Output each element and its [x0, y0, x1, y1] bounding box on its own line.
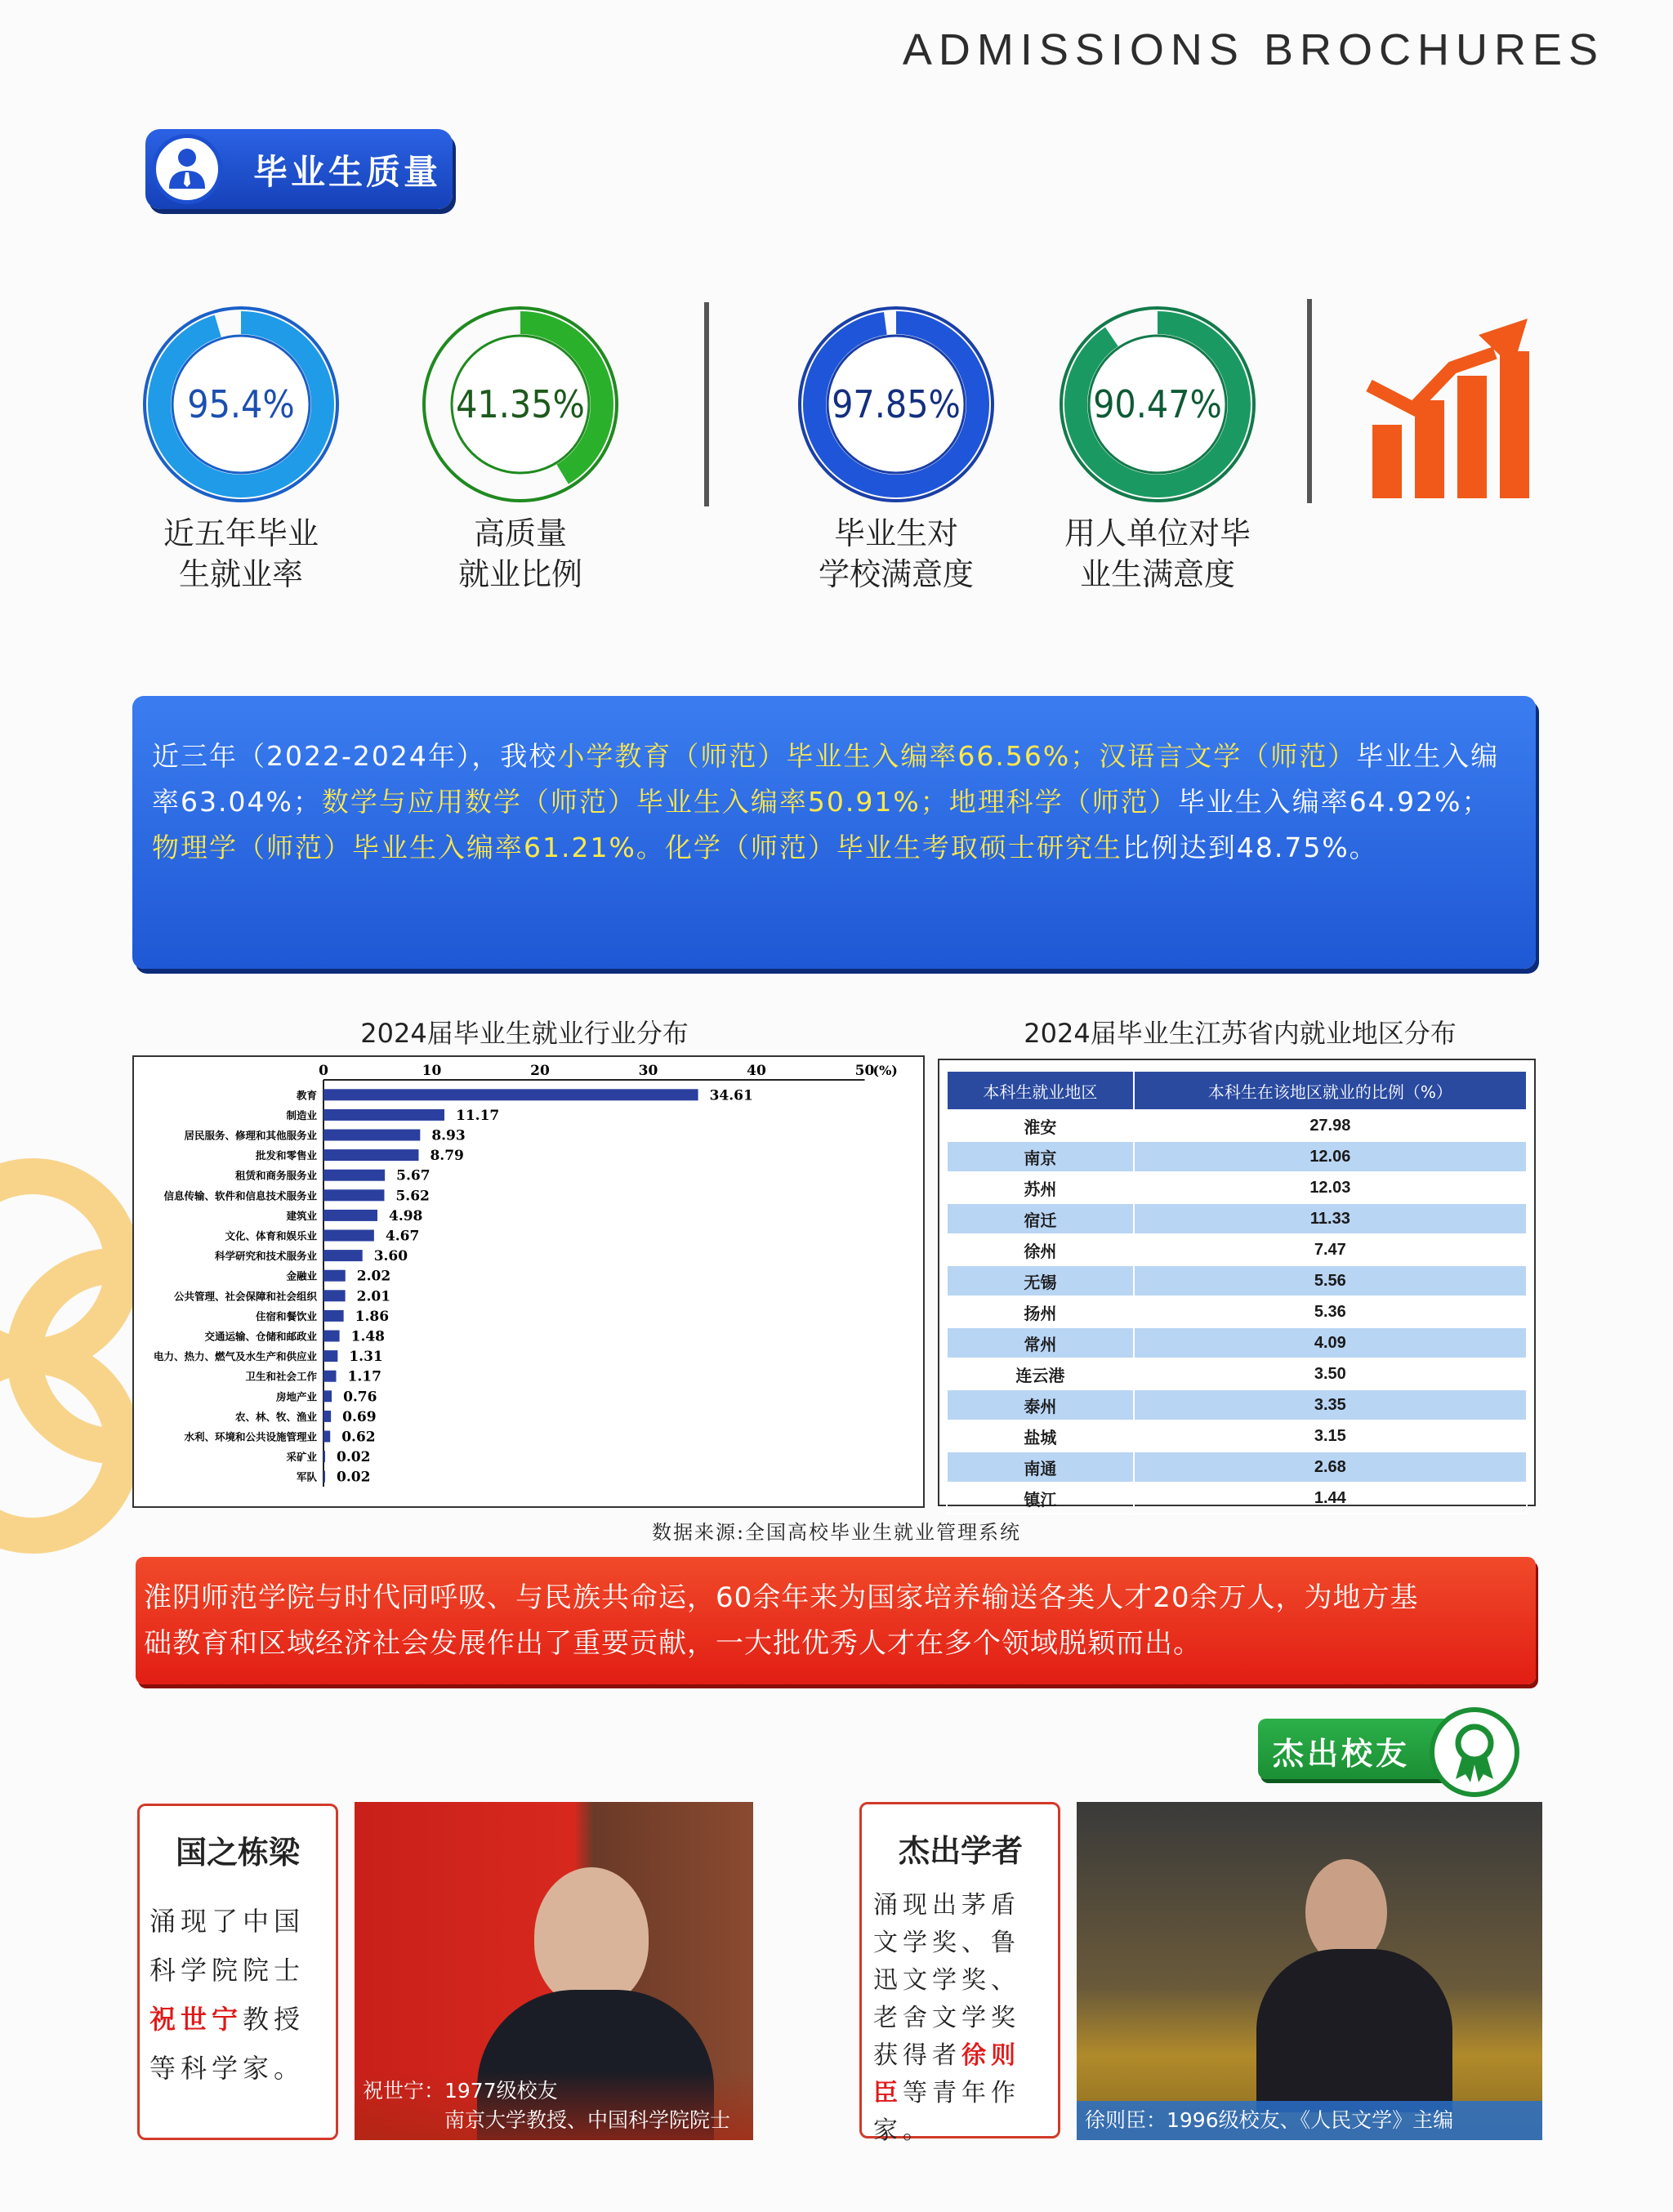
value-label: 1.48: [350, 1328, 386, 1345]
percentage-cell: 4.09: [1134, 1327, 1527, 1358]
alumni-photo-xu: [1077, 1802, 1542, 2140]
category-label: 租赁和商务服务业: [234, 1169, 317, 1182]
value-label: 2.02: [356, 1268, 391, 1285]
x-tick-label: 40: [747, 1063, 766, 1079]
category-label: 批发和零售业: [255, 1149, 317, 1162]
x-tick-label: 30: [638, 1063, 658, 1079]
bar: [323, 1310, 344, 1322]
bar: [323, 1250, 363, 1261]
percentage-cell: 3.35: [1134, 1389, 1527, 1420]
divider: [704, 302, 709, 506]
x-tick-label: 10: [422, 1063, 442, 1079]
category-label: 居民服务、修理和其他服务业: [184, 1129, 317, 1142]
bar: [323, 1130, 420, 1141]
value-label: 34.61: [709, 1087, 753, 1104]
category-label: 卫生和社会工作: [245, 1370, 317, 1383]
region-cell: 无锡: [947, 1265, 1134, 1296]
value-label: 4.67: [385, 1228, 420, 1245]
value-label: 1.86: [355, 1308, 390, 1325]
alumni-card-scholars: [859, 1802, 1060, 2145]
bar: [323, 1089, 698, 1100]
stat-ring-student-satisfaction: [794, 302, 998, 506]
region-table-title: 2024届毕业生江苏省内就业地区分布: [1024, 1018, 1457, 1049]
table-row: [947, 1327, 1527, 1358]
column-header: 本科生就业地区: [947, 1071, 1134, 1110]
category-label: 采矿业: [286, 1451, 317, 1464]
intro-line: 淮阴师范学院与时代同呼吸、与民族共命运，60余年来为国家培养输送各类人才20余万人，为地方基: [144, 1581, 1419, 1614]
bar-chart-up-arrow-icon: [1364, 310, 1536, 498]
table-row: [947, 1203, 1527, 1234]
x-axis-unit: (%): [872, 1063, 898, 1078]
bar: [323, 1431, 330, 1443]
industry-chart-title: 2024届毕业生就业行业分布: [360, 1018, 689, 1049]
bar: [323, 1471, 325, 1483]
photo-caption: 徐则臣：1996级校友、《人民文学》主编: [1077, 2101, 1542, 2140]
bar: [323, 1331, 340, 1342]
percentage-cell: 12.03: [1134, 1172, 1527, 1203]
bar: [323, 1411, 331, 1422]
percentage-cell: 3.15: [1134, 1420, 1527, 1452]
value-label: 5.67: [396, 1167, 431, 1184]
alumni-badge-label: 杰出校友: [1273, 1736, 1411, 1772]
value-label: 2.01: [356, 1288, 391, 1305]
section-title: 毕业生质量: [253, 152, 442, 192]
category-label: 公共管理、社会保障和社会组织: [173, 1290, 317, 1303]
stat-value: 90.47%: [1093, 382, 1222, 426]
table-row: [947, 1452, 1527, 1483]
table-row: [947, 1389, 1527, 1420]
stat-caption: 高质量 就业比例: [457, 515, 582, 592]
percentage-cell: 5.56: [1134, 1265, 1527, 1296]
region-cell: 常州: [947, 1327, 1134, 1358]
bar: [323, 1170, 385, 1181]
value-label: 0.02: [337, 1449, 371, 1466]
x-tick-label: 20: [530, 1063, 550, 1079]
region-cell: 扬州: [947, 1296, 1134, 1327]
percentage-cell: 7.47: [1134, 1234, 1527, 1265]
percentage-cell: 1.44: [1134, 1483, 1527, 1514]
school-intro-panel: [136, 1557, 1536, 1684]
value-label: 0.62: [341, 1429, 376, 1446]
stat-value: 95.4%: [187, 382, 295, 426]
percentage-cell: 11.33: [1134, 1203, 1527, 1234]
person-icon: [152, 134, 222, 204]
stat-value: 97.85%: [832, 382, 961, 426]
stat-ring-employment: [139, 302, 343, 506]
category-label: 金融业: [286, 1269, 317, 1282]
percentage-cell: 3.50: [1134, 1358, 1527, 1389]
stat-value: 41.35%: [456, 382, 585, 426]
region-cell: 徐州: [947, 1234, 1134, 1265]
stat-caption: 用人单位对毕 业生满意度: [1064, 515, 1251, 592]
bar: [323, 1451, 325, 1462]
percentage-cell: 2.68: [1134, 1452, 1527, 1483]
value-label: 1.31: [349, 1349, 383, 1366]
alumni-photo-zhu: [355, 1802, 753, 2140]
stat-caption: 近五年毕业 生就业率: [163, 515, 319, 592]
table-row: [947, 1296, 1527, 1327]
region-table-frame: [938, 1059, 1536, 1510]
section-header-badge: [145, 129, 453, 209]
alumni-card-scientists: [137, 1804, 338, 2140]
value-label: 3.60: [373, 1248, 408, 1265]
region-cell: 宿迁: [947, 1203, 1134, 1234]
value-label: 1.17: [347, 1368, 381, 1385]
bar: [323, 1350, 337, 1362]
percentage-cell: 27.98: [1134, 1110, 1527, 1141]
table-row: [947, 1110, 1527, 1141]
value-label: 8.93: [431, 1127, 466, 1144]
value-label: 4.98: [388, 1207, 423, 1224]
intro-line: 础教育和区域经济社会发展作出了重要贡献，一大批优秀人才在多个领域脱颖而出。: [144, 1627, 1202, 1660]
divider: [1307, 299, 1312, 503]
award-ribbon-icon: [1430, 1707, 1519, 1797]
stat-caption: 毕业生对 学校满意度: [818, 515, 974, 592]
stat-ring-high-quality: [418, 302, 622, 506]
x-tick-label: 50: [854, 1063, 875, 1079]
region-cell: 南通: [947, 1452, 1134, 1483]
value-label: 0.69: [342, 1408, 377, 1425]
table-row: [947, 1358, 1527, 1389]
table-row: [947, 1483, 1527, 1514]
bar: [323, 1390, 332, 1402]
table-row: [947, 1234, 1527, 1265]
person-photo-placeholder: [534, 1867, 649, 2006]
bar: [323, 1230, 374, 1242]
table-row: [947, 1420, 1527, 1452]
table-row: [947, 1141, 1527, 1172]
category-label: 水利、环境和公共设施管理业: [184, 1430, 317, 1443]
bar: [323, 1290, 346, 1301]
brochure-title: ADMISSIONS BROCHURES: [902, 25, 1604, 74]
bar: [323, 1210, 377, 1221]
region-cell: 淮安: [947, 1110, 1134, 1141]
bar: [323, 1189, 384, 1201]
bar: [323, 1371, 337, 1382]
category-label: 军队: [296, 1470, 317, 1483]
person-body-placeholder: [1256, 1949, 1452, 2112]
value-label: 0.76: [343, 1389, 377, 1406]
category-label: 建筑业: [286, 1209, 317, 1222]
region-cell: 盐城: [947, 1420, 1134, 1452]
value-label: 5.62: [395, 1188, 430, 1205]
card-body: 涌现出茅盾文学奖、鲁迅文学奖、老舍文学奖获得者徐则臣等青年作家。: [873, 1891, 1020, 2145]
table-row: [947, 1265, 1527, 1296]
table-row: [947, 1172, 1527, 1203]
category-label: 文化、体育和娱乐业: [225, 1229, 317, 1242]
alumni-section-badge: [1258, 1707, 1528, 1789]
value-label: 11.17: [456, 1107, 500, 1124]
industry-bar-chart: [134, 1057, 923, 1506]
percentage-cell: 12.06: [1134, 1141, 1527, 1172]
stat-ring-employer-satisfaction: [1055, 302, 1260, 506]
region-cell: 泰州: [947, 1389, 1134, 1420]
region-cell: 镇江: [947, 1483, 1134, 1514]
region-table: [946, 1070, 1528, 1514]
admission-rate-panel: 近三年（2022-2024年），我校小学教育（师范）毕业生入编率66.56%；汉语言文学（师范）毕业生入编率63.04%；数学与应用数学（师范）毕业生入编率50.91%；地理科学（师范）毕业生入编率64.92%；物理学（师范）毕业生入编率61.21%。化学（师范）毕业生考取硕士研究生比例达到48.75%。: [132, 696, 1536, 969]
value-label: 8.79: [430, 1148, 464, 1165]
card-body: 涌现了中国科学院院士祝世宁教授等科学家。: [149, 1906, 306, 2084]
value-label: 0.02: [337, 1469, 371, 1486]
percentage-cell: 5.36: [1134, 1296, 1527, 1327]
category-label: 科学研究和技术服务业: [214, 1250, 317, 1263]
category-label: 交通运输、仓储和邮政业: [204, 1330, 317, 1343]
bar: [323, 1270, 346, 1282]
category-label: 电力、热力、燃气及水生产和供应业: [153, 1350, 317, 1363]
category-label: 制造业: [286, 1108, 317, 1122]
category-label: 教育: [296, 1089, 317, 1102]
region-cell: 连云港: [947, 1358, 1134, 1389]
column-header: 本科生在该地区就业的比例（%）: [1134, 1071, 1527, 1110]
card-title: 杰出学者: [898, 1833, 1023, 1869]
data-source-note: 数据来源:全国高校毕业生就业管理系统: [651, 1521, 1022, 1544]
industry-chart-frame: [132, 1055, 925, 1508]
region-cell: 苏州: [947, 1172, 1134, 1203]
card-title: 国之栋梁: [175, 1835, 300, 1871]
x-tick-label: 0: [319, 1063, 328, 1079]
bar: [323, 1149, 418, 1161]
category-label: 农、林、牧、渔业: [234, 1410, 317, 1423]
category-label: 信息传输、软件和信息技术服务业: [163, 1189, 317, 1202]
category-label: 住宿和餐饮业: [255, 1309, 317, 1322]
bar: [323, 1109, 444, 1121]
category-label: 房地产业: [275, 1390, 317, 1403]
region-cell: 南京: [947, 1141, 1134, 1172]
photo-caption: 祝世宁：1977级校友 南京大学教授、中国科学院院士: [355, 2072, 753, 2140]
